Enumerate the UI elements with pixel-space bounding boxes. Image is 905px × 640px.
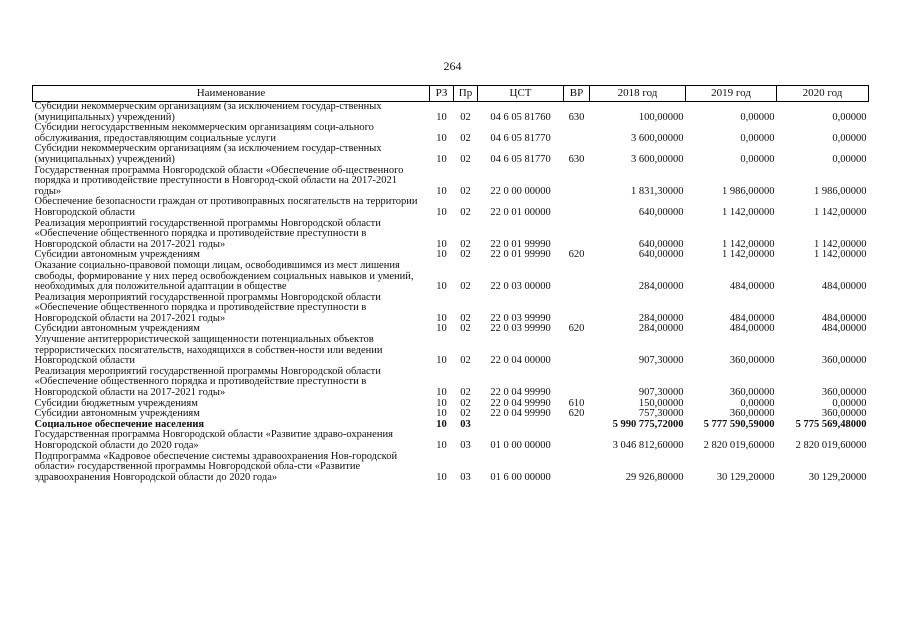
cell-2019: 360,00000 [729, 408, 775, 420]
cell-pr: 02 [460, 408, 471, 420]
cell-pr: 03 [460, 418, 471, 430]
cell-2018: 3 046 812,60000 [612, 440, 684, 451]
table-row [33, 102, 869, 124]
cell-2020: 484,00000 [821, 281, 867, 293]
table-row [33, 144, 869, 165]
cell-pr: 02 [460, 397, 471, 409]
cell-pr: 02 [460, 281, 471, 293]
cell-2019: 1 142,00000 [722, 238, 775, 250]
cell-2020: 1 142,00000 [814, 206, 867, 218]
table-row [33, 367, 869, 399]
cell-rz: 10 [436, 387, 447, 399]
cell-rz: 10 [436, 323, 447, 335]
cell-cst: 01 0 00 00000 [490, 440, 551, 451]
cell-2019: 1 142,00000 [722, 206, 775, 218]
cell-2018: 284,00000 [638, 323, 684, 335]
cell-rz: 10 [436, 249, 447, 261]
cell-rz: 10 [436, 471, 447, 483]
cell-rz: 10 [436, 440, 447, 451]
cell-2020: 5 775 569,48000 [795, 418, 867, 430]
cell-cst: 04 6 05 81770 [490, 132, 551, 144]
cell-cst: 22 0 03 99990 [490, 323, 551, 335]
cell-name: Субсидии автономным учреждениям [34, 249, 200, 261]
page-number: 264 [443, 59, 462, 73]
cell-2019: 360,00000 [729, 387, 775, 399]
cell-vr: 620 [568, 408, 585, 420]
cell-2020: 1 986,00000 [814, 185, 867, 197]
cell-pr: 02 [460, 312, 471, 324]
cell-cst: 22 0 03 99990 [490, 312, 551, 324]
cell-name: Обеспечение безопасности граждан от противоправных посягательств на территории Новгородской области [34, 196, 418, 218]
cell-name: Улучшение антитеррористической защищенности потенциальных объектов террористических посягательств, находящихся в собствен-ности или ведении Новгородской области [34, 334, 383, 367]
cell-cst: 22 0 04 00000 [490, 355, 551, 367]
cell-2020: 1 142,00000 [814, 249, 867, 261]
cell-2019: 0,00000 [740, 397, 775, 409]
cell-2020: 30 129,20000 [808, 471, 867, 483]
cell-2020: 2 820 019,60000 [795, 440, 867, 451]
cell-name: Подпрограмма «Кадровое обеспечение системы здравоохранения Нов-городской области» государственной программы Новгородской обла-сти «Развитие здравоохранения Новгородской области до 2020 года» [34, 450, 398, 483]
cell-rz: 10 [436, 312, 447, 324]
cell-pr: 02 [460, 249, 471, 261]
cell-2018: 100,00000 [638, 111, 684, 123]
table-row [33, 261, 869, 293]
header-vr: ВР [564, 86, 590, 102]
cell-2019: 484,00000 [729, 312, 775, 324]
cell-pr: 02 [460, 153, 471, 165]
cell-2019: 1 142,00000 [722, 249, 775, 261]
cell-vr: 630 [568, 111, 585, 123]
cell-2020: 0,00000 [832, 153, 867, 165]
cell-2019: 0,00000 [740, 132, 775, 144]
cell-2020: 360,00000 [821, 408, 867, 420]
cell-2019: 0,00000 [740, 111, 775, 123]
cell-pr: 02 [460, 238, 471, 250]
cell-cst: 04 6 05 81760 [490, 111, 551, 123]
header-cst: ЦСТ [478, 86, 564, 102]
cell-cst: 22 0 04 99990 [490, 387, 551, 399]
table-header [33, 86, 869, 102]
cell-name: Субсидии автономным учреждениям [34, 323, 200, 335]
cell-vr [564, 166, 590, 198]
cell-2020: 484,00000 [821, 312, 867, 324]
cell-2019: 1 986,00000 [722, 185, 775, 197]
cell-vr: 620 [568, 249, 585, 261]
cell-2018: 150,00000 [638, 397, 684, 409]
cell-name: Реализация мероприятий государственной программы Новгородской области «Обеспечение общественного порядка и противодействие преступности в Новгородской области на 2017-2021 годы» [34, 365, 381, 399]
cell-name: Государственная программа Новгородской области «Обеспечение об-щественного порядка и противодействие преступности в Новгород-ской области на 2017-2021 годы» [34, 164, 404, 197]
cell-2020: 0,00000 [832, 397, 867, 409]
cell-2018: 3 600,00000 [631, 132, 684, 144]
table-row [33, 123, 869, 144]
cell-name: Субсидии бюджетным учреждениям [34, 397, 198, 409]
header-2019: 2019 год [686, 86, 777, 102]
cell-2018: 29 926,80000 [625, 471, 684, 483]
table-row [33, 293, 869, 325]
cell-rz: 10 [436, 185, 447, 197]
cell-2018: 284,00000 [638, 312, 684, 324]
cell-rz: 10 [436, 397, 447, 409]
cell-vr [564, 367, 590, 399]
budget-table [32, 85, 869, 483]
header-2020: 2020 год [777, 86, 869, 102]
cell-cst: 22 0 01 99990 [490, 249, 551, 261]
cell-vr: 610 [568, 397, 585, 409]
cell-name: Субсидии некоммерческим организациям (за исключением государ-ственных (муниципальных) учреждений) [34, 101, 382, 123]
cell-rz: 10 [436, 355, 447, 367]
cell-2018: 5 990 775,72000 [612, 418, 684, 430]
cell-2019: 484,00000 [729, 281, 775, 293]
cell-2020: 1 142,00000 [814, 238, 867, 250]
cell-2019: 484,00000 [729, 323, 775, 335]
cell-pr: 03 [460, 471, 471, 483]
cell-2019: 30 129,20000 [716, 471, 775, 483]
cell-rz: 10 [436, 206, 447, 218]
cell-rz: 10 [436, 281, 447, 293]
cell-2020: 360,00000 [821, 387, 867, 399]
cell-name: Субсидии негосударственным некоммерческим организациям соци-ального обслуживания, предоставляющим социальные услуги [34, 122, 374, 144]
cell-pr: 02 [460, 111, 471, 123]
table-row [33, 166, 869, 198]
cell-cst: 01 6 00 00000 [490, 471, 551, 483]
cell-2020: 484,00000 [821, 323, 867, 335]
cell-2018: 640,00000 [638, 206, 684, 218]
cell-rz: 10 [436, 408, 447, 420]
cell-name: Государственная программа Новгородской области «Развитие здраво-охранения Новгородской области до 2020 года» [34, 429, 393, 451]
cell-2018: 1 831,30000 [631, 185, 684, 197]
cell-pr: 02 [460, 132, 471, 144]
cell-cst [478, 420, 564, 431]
cell-2018: 640,00000 [638, 249, 684, 261]
cell-2019: 5 777 590,59000 [703, 418, 775, 430]
cell-vr [564, 293, 590, 325]
cell-vr [564, 197, 590, 218]
cell-rz: 10 [436, 153, 447, 165]
cell-pr: 02 [460, 185, 471, 197]
cell-vr [564, 219, 590, 251]
cell-2020: 360,00000 [821, 355, 867, 367]
cell-cst: 22 0 04 99990 [490, 397, 551, 409]
header-rz: РЗ [430, 86, 454, 102]
cell-cst: 04 6 05 81770 [490, 153, 551, 165]
cell-2018: 3 600,00000 [631, 153, 684, 165]
table-row [33, 335, 869, 367]
cell-2019: 360,00000 [729, 355, 775, 367]
cell-vr [564, 452, 590, 484]
cell-vr [564, 123, 590, 144]
header-name: Наименование [33, 86, 430, 102]
cell-2018: 640,00000 [638, 238, 684, 250]
cell-cst: 22 0 03 00000 [490, 281, 551, 293]
cell-vr: 620 [568, 323, 585, 335]
cell-cst: 22 0 01 99990 [490, 238, 551, 250]
table-row [33, 452, 869, 484]
cell-vr [564, 420, 590, 431]
cell-2019: 2 820 019,60000 [703, 440, 775, 451]
cell-2020: 0,00000 [832, 111, 867, 123]
cell-vr [564, 430, 590, 451]
cell-rz: 10 [436, 111, 447, 123]
cell-cst: 22 0 00 00000 [490, 185, 551, 197]
cell-2018: 757,30000 [638, 408, 684, 420]
header-pr: Пр [454, 86, 478, 102]
table-row [33, 197, 869, 218]
cell-pr: 02 [460, 206, 471, 218]
cell-2018: 907,30000 [638, 355, 684, 367]
cell-rz: 10 [436, 418, 447, 430]
cell-2019: 0,00000 [740, 153, 775, 165]
cell-name: Субсидии некоммерческим организациям (за исключением государ-ственных (муниципальных) учреждений) [34, 143, 382, 165]
cell-pr: 02 [460, 323, 471, 335]
table-row [33, 430, 869, 451]
cell-pr: 02 [460, 355, 471, 367]
cell-vr [564, 335, 590, 367]
cell-2020: 0,00000 [832, 132, 867, 144]
cell-2018: 284,00000 [638, 281, 684, 293]
cell-cst: 22 0 04 99990 [490, 408, 551, 420]
cell-name: Реализация мероприятий государственной программы Новгородской области «Обеспечение общественного порядка и противодействие преступности в Новгородской области на 2017-2021 годы» [34, 217, 381, 250]
cell-name: Оказание социально-правовой помощи лицам, освободившимся из мест лишения свободы, формирование у них перед освобождением социальных навыков и умений, необходимых для положительной адаптации в обществе [34, 259, 414, 293]
cell-name: Реализация мероприятий государственной программы Новгородской области «Обеспечение общественного порядка и противодействие преступности в Новгородской области на 2017-2021 годы» [34, 291, 381, 324]
table-row [33, 219, 869, 251]
cell-vr [564, 261, 590, 293]
cell-rz: 10 [436, 238, 447, 250]
cell-vr: 630 [568, 153, 585, 165]
header-2018: 2018 год [590, 86, 686, 102]
cell-rz: 10 [436, 132, 447, 144]
cell-pr: 02 [460, 387, 471, 399]
cell-2018: 907,30000 [638, 387, 684, 399]
cell-name: Социальное обеспечение населения [34, 418, 205, 430]
cell-name: Субсидии автономным учреждениям [34, 408, 200, 420]
cell-pr: 03 [460, 440, 471, 451]
table-body [33, 102, 869, 484]
cell-cst: 22 0 01 00000 [490, 206, 551, 218]
